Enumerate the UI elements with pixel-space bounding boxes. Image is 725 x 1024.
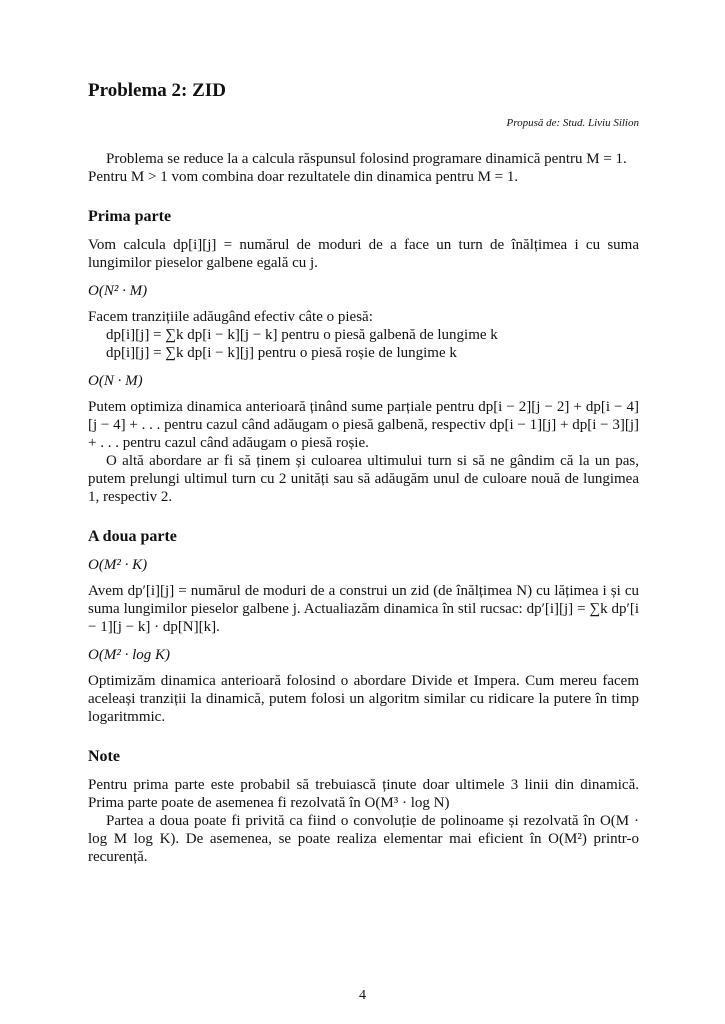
optimization-paragraph-2: O altă abordare ar fi să ținem și culoarea ultimului turn si să ne gândim că la un pas, putem prelungi ultimul turn cu 2 unități sau să adăugăm unul de culoare nouă de lungimea 1, respectiv 2.: [88, 453, 639, 505]
part2-text-b: Optimizăm dinamica anterioară folosind o abordare Divide et Impera. Cum mereu facem aceleași tranziții la dinamică, putem folosi un algoritm similar cu ridicare la putere în timp logaritmmic.: [88, 673, 639, 725]
section-heading-note: Note: [88, 748, 120, 765]
author-line: Propusă de: Stud. Liviu Silion: [506, 117, 639, 129]
part2-complexity-a: O(M² · K): [88, 557, 148, 573]
equation-red: dp[i][j] = ∑k dp[i − k][j] pentru o piesă roșie de lungime k: [106, 345, 457, 361]
transitions-intro: Facem tranzițiile adăugând efectiv câte o piesă:: [88, 309, 373, 325]
part1-definition: Vom calcula dp[i][j] = numărul de moduri de a face un turn de înălțimea i cu suma lungimilor pieselor galbene egală cu j.: [88, 237, 639, 271]
equation-yellow: dp[i][j] = ∑k dp[i − k][j − k] pentru o piesă galbenă de lungime k: [106, 327, 498, 343]
section-heading-prima-parte: Prima parte: [88, 208, 172, 225]
part2-text-a: Avem dp′[i][j] = numărul de moduri de a construi un zid (de înălțimea N) cu lățimea i și cu suma lungimilor pieselor galbene j. Actualiazăm dinamica în stil rucsac: dp′[i][j] = ∑k dp′[i − 1][j − k] · dp[N][k].: [88, 583, 639, 635]
section-heading-a-doua-parte: A doua parte: [88, 528, 177, 545]
part2-complexity-b: O(M² · log K): [88, 647, 170, 663]
problem-title: Problema 2: ZID: [88, 80, 226, 101]
page-content: [88, 82, 639, 866]
part1-complexity-a: O(N² · M): [88, 283, 148, 299]
notes-paragraph-1: Pentru prima parte este probabil să trebuiască ținute doar ultimele 3 linii din dinamică. Prima parte poate de asemenea fi rezolvată în O(M³ · log N): [88, 777, 639, 811]
page-number: 4: [359, 988, 366, 1003]
part1-complexity-b: O(N · M): [88, 373, 143, 389]
intro-line-1: Problema se reduce la a calcula răspunsul folosind programare dinamică pentru M = 1.: [106, 151, 627, 167]
optimization-paragraph-1: Putem optimiza dinamica anterioară ținând sume parțiale pentru dp[i − 2][j − 2] + dp[i − 4][j − 4] + . . . pentru cazul când adăugam o piesă galbenă, respectiv dp[i − 1][j] + dp[i − 3][j] + . . . pentru cazul când adăugam o piesă roșie.: [88, 399, 639, 451]
intro-line-2: Pentru M > 1 vom combina doar rezultatele din dinamica pentru M = 1.: [88, 169, 519, 185]
notes-paragraph-2: Partea a doua poate fi privită ca fiind o convoluție de polinoame și rezolvată în O(M · log M log K). De asemenea, se poate realiza elementar mai eficient în O(M²) printr-o recurență.: [88, 813, 639, 865]
